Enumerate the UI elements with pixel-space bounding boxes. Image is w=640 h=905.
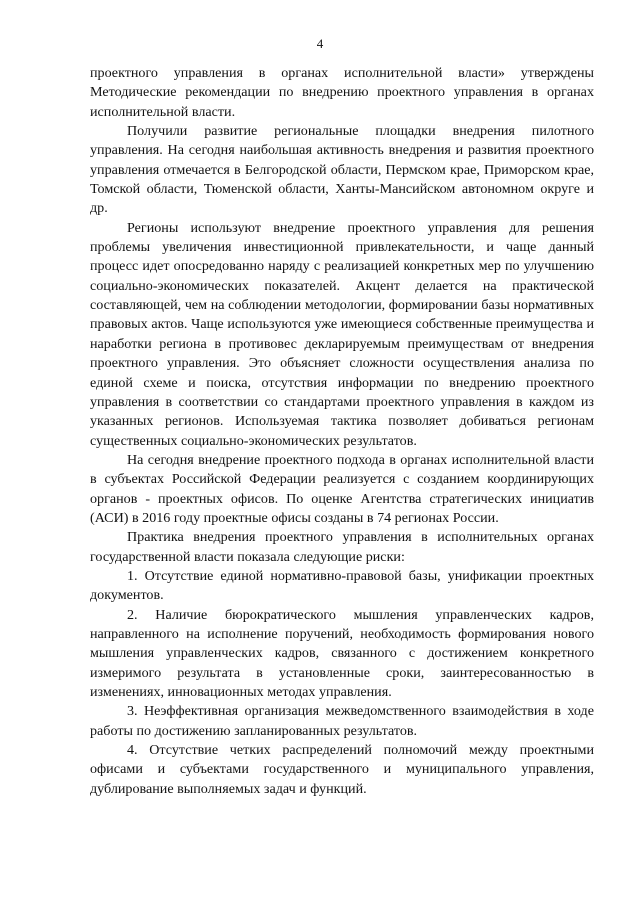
risk-item-1: 1. Отсутствие единой нормативно-правовой базы, унификации проектных документов.	[90, 567, 594, 604]
paragraph-regional-sites: Получили развитие региональные площадки внедрения пилотного управления. На сегодня наибольшая активность внедрения и развития проектного управления отмечается в Белгородской области, Пермском крае, Приморском крае, Томской области, Тюменской области, Ханты-Мансийском автономном округе и др.	[90, 123, 594, 217]
risk-item-4: 4. Отсутствие четких распределений полномочий между проектными офисами и субъектами государственного и муниципального управления, дублирование выполняемых задач и функций.	[90, 742, 594, 797]
paragraph-project-offices: На сегодня внедрение проектного подхода в органах исполнительной власти в субъектах Российской Федерации реализуется с созданием координирующих органов - проектных офисов. По оценке Агентства стратегических инициатив (АСИ) в 2016 году проектные офисы созданы в 74 регионах России.	[90, 451, 594, 526]
paragraph-risks-intro: Практика внедрения проектного управления в исполнительных органах государственной власти показала следующие риски:	[90, 529, 594, 565]
paragraph-regions-usage: Регионы используют внедрение проектного управления для решения проблемы увеличения инвестиционной привлекательности, и чаще данный процесс идет опосредованно наряду с реализацией конкретных мер по улучшению социально-экономических показателей. Акцент делается на практической составляющей, чем на соблюдении методологии, формировании базы нормативных правовых актов. Чаще используются уже имеющиеся собственные преимущества и наработки региона в противовес декларируемым преимуществам от внедрения проектного управления. Это объясняет сложности осуществления анализа по единой схеме и поиска, отсутствия информации по внедрению проектного управления в соответствии со стандартами проектного управления в каждом из указанных регионов. Используемая тактика позволяет добиваться регионам существенных социально-экономических результатов.	[90, 219, 594, 449]
risk-item-2: 2. Наличие бюрократического мышления управленческих кадров, направленного на исполнение поручений, необходимость формирования нового мышления управленческих кадров, связанного с достижением конкретного измеримого результата в установленные сроки, заинтересованностью в изменениях, инновационных методах управления.	[90, 606, 594, 700]
paragraph-continuation: проектного управления в органах исполнительной власти» утверждены Методические рекомендации по внедрению проектного управления в органах исполнительной власти.	[90, 65, 594, 120]
risk-item-3: 3. Неэффективная организация межведомственного взаимодействия в ходе работы по достижению запланированных результатов.	[90, 703, 594, 739]
document-body	[90, 64, 594, 799]
page-number: 4	[316, 36, 324, 51]
